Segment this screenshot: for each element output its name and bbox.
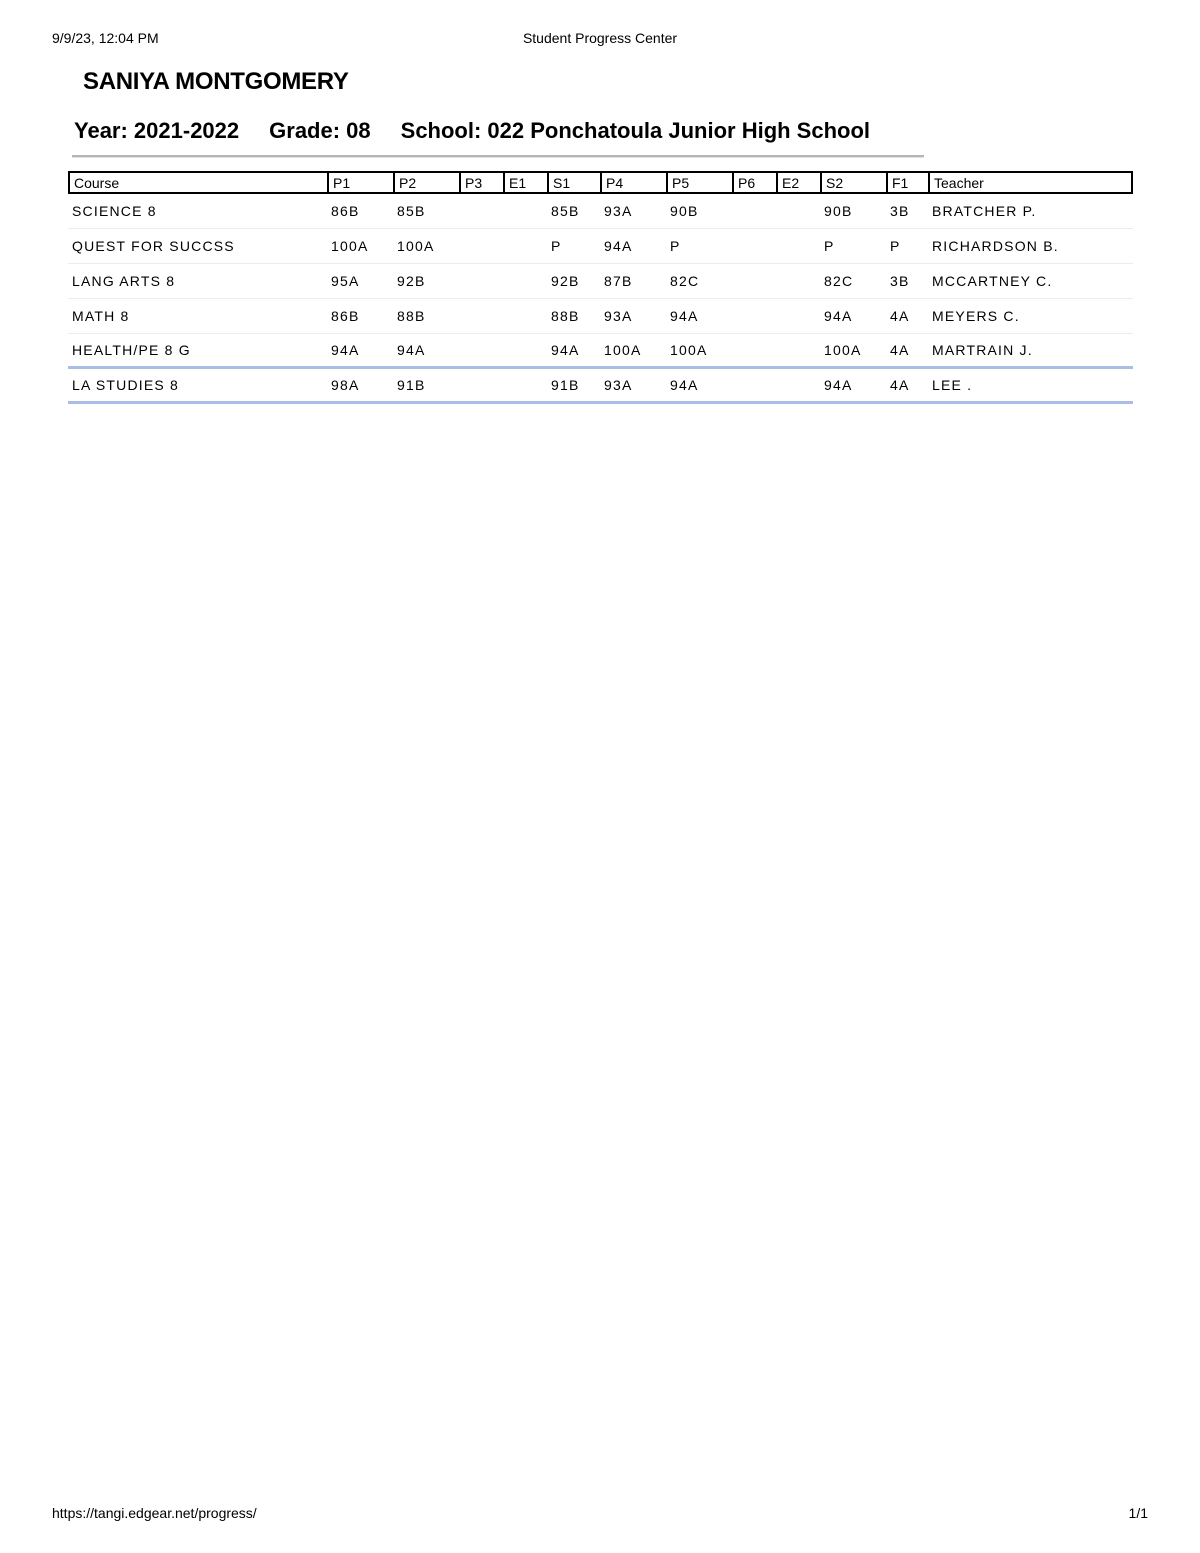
teacher-cell: MCCARTNEY C. (928, 264, 1133, 299)
grade-cell: 91B (393, 369, 459, 404)
grade-cell (459, 369, 503, 404)
print-page-title: Student Progress Center (522, 30, 678, 46)
grade-cell: 100A (666, 334, 732, 369)
grade-cell (732, 299, 776, 334)
course-cell: SCIENCE 8 (68, 194, 327, 229)
grade-cell (503, 194, 547, 229)
header-e1: E1 (503, 171, 547, 194)
grade-cell (776, 299, 820, 334)
grade-cell: P (547, 229, 600, 264)
grade-cell (503, 264, 547, 299)
school-year: Year: 2021-2022 (74, 118, 240, 143)
grade-cell: 86B (327, 299, 393, 334)
header-f1: F1 (886, 171, 928, 194)
grade-cell (503, 334, 547, 369)
grade-cell: 90B (666, 194, 732, 229)
header-s2: S2 (820, 171, 886, 194)
grade-cell (732, 264, 776, 299)
grade-cell: 90B (820, 194, 886, 229)
grade-cell (776, 264, 820, 299)
course-cell: MATH 8 (68, 299, 327, 334)
grade-cell: 82C (820, 264, 886, 299)
grade-cell (776, 229, 820, 264)
grade-cell: 85B (393, 194, 459, 229)
table-row (68, 264, 1133, 299)
teacher-cell: LEE . (928, 369, 1133, 404)
grade-cell (732, 369, 776, 404)
grade-cell (732, 334, 776, 369)
info-divider (72, 155, 924, 158)
grade-cell: 95A (327, 264, 393, 299)
course-cell: LANG ARTS 8 (68, 264, 327, 299)
grade-cell: 88B (547, 299, 600, 334)
print-header (52, 30, 1148, 48)
header-teacher: Teacher (928, 171, 1133, 194)
grade-cell: 100A (327, 229, 393, 264)
grade-cell: 4A (886, 369, 928, 404)
print-datetime: 9/9/23, 12:04 PM (52, 30, 159, 46)
grade-cell (459, 299, 503, 334)
table-header-row (68, 171, 1133, 194)
grade-cell: 91B (547, 369, 600, 404)
grade-cell (459, 194, 503, 229)
header-e2: E2 (776, 171, 820, 194)
grade-cell: P (666, 229, 732, 264)
grade-cell: 3B (886, 264, 928, 299)
grade-cell: 94A (600, 229, 666, 264)
school-name: School: 022 Ponchatoula Junior High School (400, 118, 871, 143)
grade-cell (776, 194, 820, 229)
student-info-line (74, 118, 870, 144)
header-p6: P6 (732, 171, 776, 194)
grade-cell: 4A (886, 334, 928, 369)
grade-cell: 98A (327, 369, 393, 404)
teacher-cell: BRATCHER P. (928, 194, 1133, 229)
grade-cell (459, 264, 503, 299)
course-cell: QUEST FOR SUCCSS (68, 229, 327, 264)
grade-cell: 85B (547, 194, 600, 229)
student-name: SANIYA MONTGOMERY (83, 68, 349, 95)
grade-cell: 86B (327, 194, 393, 229)
header-s1: S1 (547, 171, 600, 194)
grade-cell: 94A (666, 369, 732, 404)
grade-cell (503, 229, 547, 264)
grade-cell: 100A (393, 229, 459, 264)
course-cell: LA STUDIES 8 (68, 369, 327, 404)
grade-cell: 93A (600, 299, 666, 334)
course-cell: HEALTH/PE 8 G (68, 334, 327, 369)
grade-cell: 93A (600, 194, 666, 229)
grade-cell (776, 334, 820, 369)
grade-cell: 100A (600, 334, 666, 369)
grade-cell: P (820, 229, 886, 264)
grade-cell (732, 229, 776, 264)
print-footer (52, 1505, 1148, 1523)
table-row-highlighted[interactable] (68, 369, 1133, 404)
header-p4: P4 (600, 171, 666, 194)
grade-cell: 94A (393, 334, 459, 369)
table-row (68, 334, 1133, 369)
grade-cell: 82C (666, 264, 732, 299)
grade-cell (459, 334, 503, 369)
page-number: 1/1 (1128, 1505, 1148, 1521)
grade-cell (503, 299, 547, 334)
grade-cell: 94A (820, 369, 886, 404)
header-p2: P2 (393, 171, 459, 194)
table-row (68, 194, 1133, 229)
grade-cell: 94A (820, 299, 886, 334)
teacher-cell: MEYERS C. (928, 299, 1133, 334)
grade-cell: P (886, 229, 928, 264)
grade-cell (776, 369, 820, 404)
grade-cell: 100A (820, 334, 886, 369)
teacher-cell: RICHARDSON B. (928, 229, 1133, 264)
header-p3: P3 (459, 171, 503, 194)
grade-cell: 4A (886, 299, 928, 334)
grade-cell (503, 369, 547, 404)
grades-table (68, 171, 1133, 404)
grade-level: Grade: 08 (269, 118, 371, 143)
table-row (68, 229, 1133, 264)
page-url: https://tangi.edgear.net/progress/ (52, 1505, 257, 1521)
grade-cell (459, 229, 503, 264)
grade-cell: 94A (666, 299, 732, 334)
grade-cell: 88B (393, 299, 459, 334)
grade-cell: 92B (547, 264, 600, 299)
grade-cell: 92B (393, 264, 459, 299)
header-p1: P1 (327, 171, 393, 194)
grade-cell: 94A (327, 334, 393, 369)
grade-cell: 3B (886, 194, 928, 229)
grade-cell: 87B (600, 264, 666, 299)
teacher-cell: MARTRAIN J. (928, 334, 1133, 369)
grade-cell: 93A (600, 369, 666, 404)
table-row (68, 299, 1133, 334)
grade-cell: 94A (547, 334, 600, 369)
header-course: Course (68, 171, 327, 194)
grade-cell (732, 194, 776, 229)
header-p5: P5 (666, 171, 732, 194)
